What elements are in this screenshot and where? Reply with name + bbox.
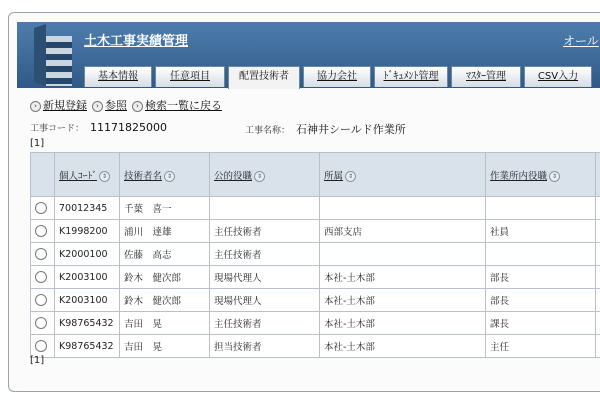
column-header-site-role[interactable]: 作業所内役職 ⇕ <box>486 153 596 197</box>
row-select-cell[interactable] <box>31 312 55 335</box>
cell-dept: 本社-土木部 <box>320 335 486 358</box>
cell-code: 70012345 <box>55 197 120 220</box>
radio-icon[interactable] <box>35 248 47 260</box>
cell-site-role: 部長 <box>486 289 596 312</box>
tab-assigned-engineers[interactable]: 配置技術者 <box>228 66 300 89</box>
circle-arrow-icon: › <box>132 101 143 112</box>
cell-name: 浦川 達雄 <box>120 220 210 243</box>
cell-dept: 本社-土木部 <box>320 289 486 312</box>
cell-code: K2000100 <box>55 243 120 266</box>
project-code-label: 工事コード： <box>30 124 85 134</box>
reference-link[interactable]: › 参照 <box>92 97 127 113</box>
column-header-department[interactable]: 所属 ⇕ <box>320 153 486 197</box>
cell-overflow <box>596 243 600 266</box>
cell-code: K98765432 <box>55 335 120 358</box>
project-name <box>245 121 406 137</box>
cell-code: K1998200 <box>55 220 120 243</box>
sort-updown-icon[interactable]: ⇕ <box>164 171 175 182</box>
cell-role: 主任技術者 <box>210 243 320 266</box>
cell-role: 主任技術者 <box>210 220 320 243</box>
pager-top[interactable]: [1] <box>30 138 45 149</box>
table-row[interactable] <box>31 266 600 289</box>
cell-dept <box>320 243 486 266</box>
new-register-link[interactable]: › 新規登録 <box>30 97 87 113</box>
radio-icon[interactable] <box>35 294 47 306</box>
table-row[interactable] <box>31 197 600 220</box>
project-code <box>30 121 167 134</box>
column-header-official-role[interactable]: 公的役職 ⇕ <box>210 153 320 197</box>
row-select-cell[interactable] <box>31 243 55 266</box>
header-right-link[interactable]: オール <box>563 34 599 48</box>
cell-dept: 西部支店 <box>320 220 486 243</box>
circle-arrow-icon: › <box>30 101 41 112</box>
circle-arrow-icon: › <box>92 101 103 112</box>
cell-overflow <box>596 335 600 358</box>
row-select-cell[interactable] <box>31 197 55 220</box>
cell-role: 担当技術者 <box>210 335 320 358</box>
tab-partner-companies[interactable]: 協力会社 <box>303 66 371 87</box>
cell-name: 千葉 喜一 <box>120 197 210 220</box>
cell-name: 吉田 晃 <box>120 335 210 358</box>
cell-site-role: 社員 <box>486 220 596 243</box>
cell-overflow <box>596 312 600 335</box>
row-select-cell[interactable] <box>31 289 55 312</box>
cell-dept: 本社-土木部 <box>320 312 486 335</box>
cell-role: 現場代理人 <box>210 266 320 289</box>
cell-code: K2003100 <box>55 266 120 289</box>
cell-dept <box>320 197 486 220</box>
sort-updown-icon[interactable]: ⇕ <box>345 171 356 182</box>
project-code-value: 11171825000 <box>90 121 167 134</box>
back-to-search-list-link[interactable]: › 検索一覧に戻る <box>132 97 222 113</box>
project-name-value: 石神井シールド作業所 <box>296 123 406 136</box>
table-row[interactable] <box>31 243 600 266</box>
table-row[interactable] <box>31 312 600 335</box>
cell-site-role: 部長 <box>486 266 596 289</box>
table-row[interactable] <box>31 289 600 312</box>
tab-basic-info[interactable]: 基本情報 <box>84 66 152 87</box>
cell-site-role <box>486 197 596 220</box>
cell-name: 吉田 晃 <box>120 312 210 335</box>
tab-optional-items[interactable]: 任意項目 <box>155 66 225 87</box>
cell-site-role: 主任 <box>486 335 596 358</box>
cell-site-role <box>486 243 596 266</box>
radio-icon[interactable] <box>35 225 47 237</box>
pager-bottom[interactable]: [1] <box>30 355 45 366</box>
cell-name: 鈴木 健次郎 <box>120 289 210 312</box>
tab-document-management[interactable]: ﾄﾞｷｭﾒﾝﾄ管理 <box>374 66 448 87</box>
radio-icon[interactable] <box>35 271 47 283</box>
cell-code: K2003100 <box>55 289 120 312</box>
row-select-cell[interactable] <box>31 220 55 243</box>
sort-updown-icon[interactable]: ⇕ <box>549 171 560 182</box>
cell-overflow <box>596 289 600 312</box>
cell-role: 主任技術者 <box>210 312 320 335</box>
engineer-table <box>30 152 600 358</box>
cell-site-role: 課長 <box>486 312 596 335</box>
app-title-link[interactable]: 土木工事実績管理 <box>84 34 189 49</box>
cell-role: 現場代理人 <box>210 289 320 312</box>
column-header-overflow <box>596 153 600 197</box>
table-row[interactable] <box>31 220 600 243</box>
column-header-personal-code[interactable]: 個人ｺｰﾄﾞ ⇕ <box>55 153 120 197</box>
tab-csv-import[interactable]: CSV入力 <box>524 66 592 87</box>
cell-name: 佐藤 高志 <box>120 243 210 266</box>
sort-updown-icon[interactable]: ⇕ <box>254 171 265 182</box>
cell-code: K98765432 <box>55 312 120 335</box>
project-name-label: 工事名称： <box>245 126 291 136</box>
table-row[interactable] <box>31 335 600 358</box>
cell-role <box>210 197 320 220</box>
cell-name: 鈴木 健次郎 <box>120 266 210 289</box>
row-select-cell[interactable] <box>31 266 55 289</box>
table-header-row <box>31 153 600 197</box>
column-header-engineer-name[interactable]: 技術者名 ⇕ <box>120 153 210 197</box>
radio-icon[interactable] <box>35 340 47 352</box>
cell-overflow <box>596 220 600 243</box>
cell-dept: 本社-土木部 <box>320 266 486 289</box>
cell-overflow <box>596 197 600 220</box>
cell-overflow <box>596 266 600 289</box>
column-header-select <box>31 153 55 197</box>
radio-icon[interactable] <box>35 317 47 329</box>
radio-icon[interactable] <box>35 202 47 214</box>
app-logo-icon <box>28 24 76 86</box>
sort-updown-icon[interactable]: ⇕ <box>99 171 110 182</box>
tab-master-management[interactable]: ﾏｽﾀｰ管理 <box>451 66 521 87</box>
